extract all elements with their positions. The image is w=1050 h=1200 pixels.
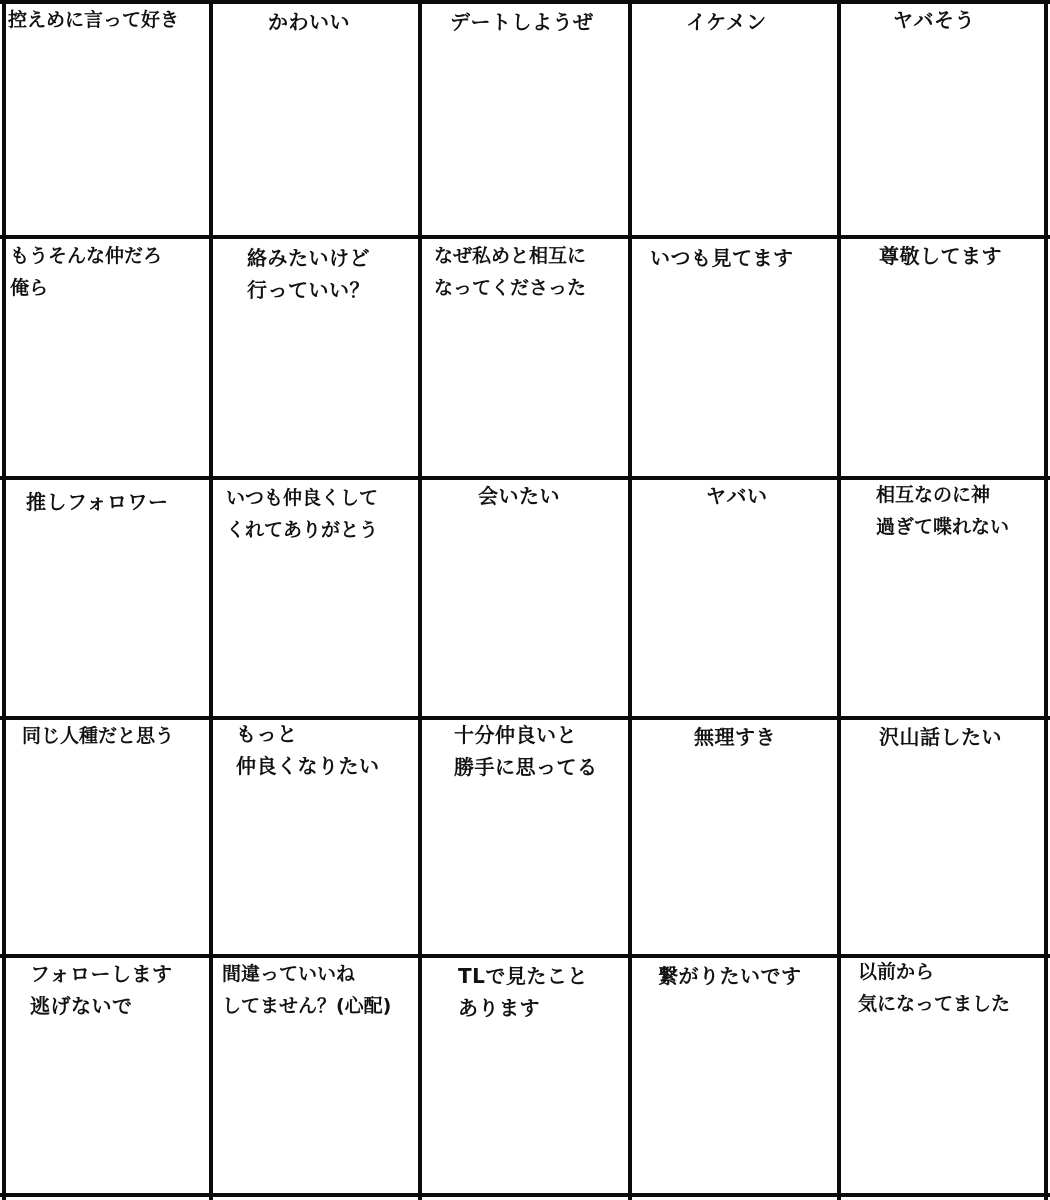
- bingo-cell: いつも仲良くして くれてありがとう: [226, 487, 379, 541]
- grid-line-vertical: [209, 0, 213, 1200]
- grid-line-vertical: [2, 0, 6, 1200]
- bingo-cell: 推しフォロワー: [26, 490, 169, 514]
- bingo-cell: ヤバそう: [893, 8, 975, 32]
- bingo-cell: 以前から 気になってました: [858, 961, 1011, 1015]
- bingo-cell: もうそんな仲だろ 俺ら: [10, 245, 163, 299]
- bingo-cell: 同じ人種だと思う: [22, 725, 175, 747]
- bingo-cell: いつも見てます: [650, 246, 794, 270]
- grid-line-horizontal: [0, 235, 1050, 239]
- bingo-cell: 無理すき: [694, 725, 776, 749]
- grid-line-vertical: [628, 0, 632, 1200]
- bingo-cell: 相互なのに神 過ぎて喋れない: [876, 484, 1010, 538]
- bingo-cell: 絡みたいけど 行っていい？: [247, 246, 370, 302]
- grid-line-vertical: [418, 0, 422, 1200]
- bingo-cell: 控えめに言って好き: [8, 9, 180, 31]
- grid-line-vertical: [1044, 0, 1048, 1200]
- bingo-cell: 十分仲良いと 勝手に思ってる: [454, 723, 598, 779]
- grid-line-vertical: [837, 0, 841, 1200]
- bingo-cell: 会いたい: [478, 484, 560, 508]
- bingo-cell: デートしようぜ: [450, 10, 594, 34]
- bingo-cell: 沢山話したい: [879, 725, 1002, 749]
- bingo-cell: なぜ私めと相互に なってくださった: [434, 245, 587, 299]
- bingo-cell: かわいい: [268, 10, 350, 34]
- bingo-cell: イケメン: [686, 10, 767, 34]
- bingo-cell: ヤバい: [706, 484, 768, 508]
- bingo-cell: 間違っていいね してません？(心配): [222, 963, 392, 1017]
- bingo-cell: TLで見たこと あります: [458, 964, 588, 1020]
- bingo-cell: 尊敬してます: [879, 244, 1002, 268]
- grid-line-horizontal: [0, 1193, 1050, 1197]
- bingo-cell: 繋がりたいです: [658, 964, 802, 988]
- bingo-cell: もっと 仲良くなりたい: [236, 722, 380, 778]
- bingo-cell: フォローします 逃げないで: [30, 962, 173, 1018]
